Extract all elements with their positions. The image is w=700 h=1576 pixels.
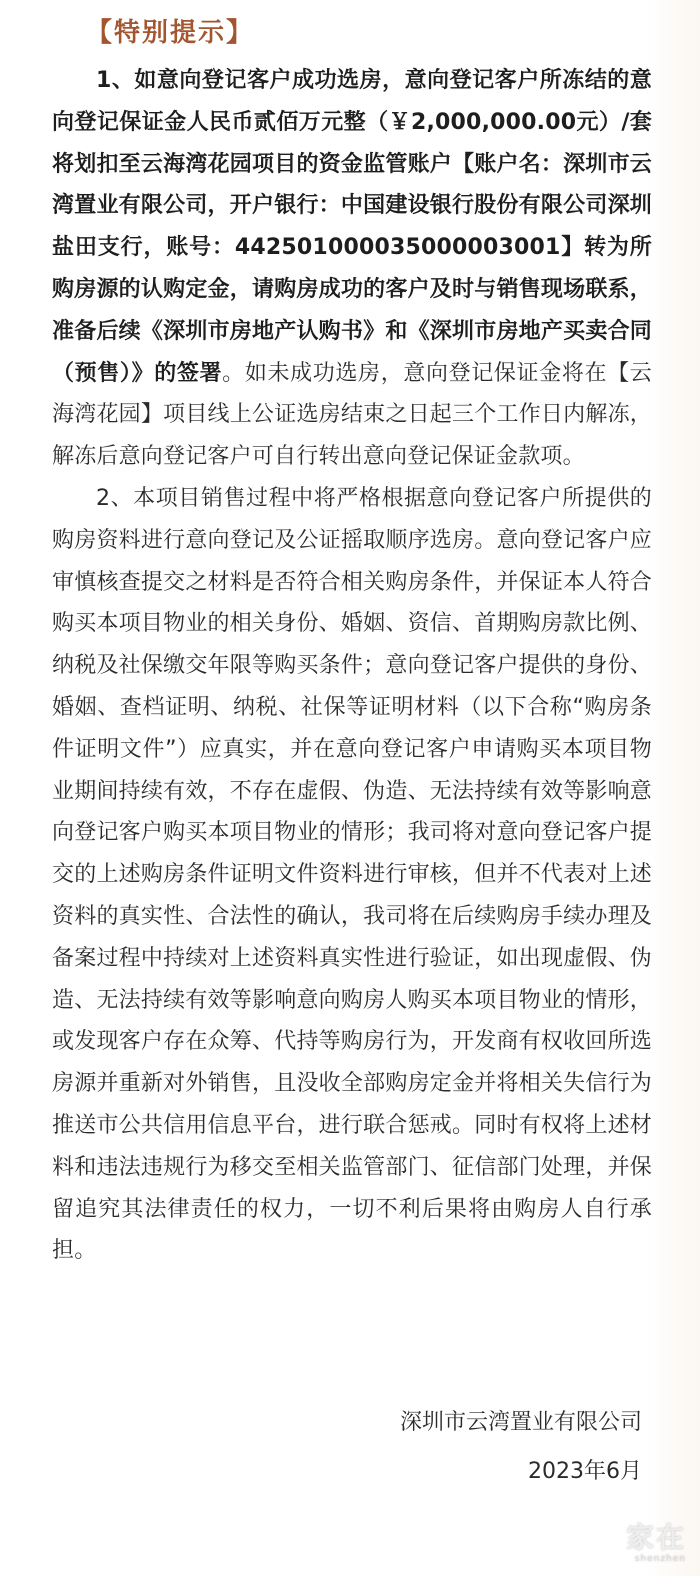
watermark-logo	[594, 1514, 690, 1566]
paragraph-2: 2、本项目销售过程中将严格根据意向登记客户所提供的购房资料进行意向登记及公证摇取顺序选房。意向登记客户应审慎核查提交之材料是否符合相关购房条件，并保证本人符合购买本项目物业的相关身份、婚姻、资信、首期购房款比例、纳税及社保缴交年限等购买条件；意向登记客户提供的身份、婚姻、查档证明、纳税、社保等证明材料（以下合称“购房条件证明文件”）应真实，并在意向登记客户申请购买本项目物业期间持续有效，不存在虚假、伪造、无法持续有效等影响意向登记客户购买本项目物业的情形；我司将对意向登记客户提交的上述购房条件证明文件资料进行审核，但并不代表对上述资料的真实性、合法性的确认，我司将在后续购房手续办理及备案过程中持续对上述资料真实性进行验证，如出现虚假、伪造、无法持续有效等影响意向购房人购买本项目物业的情形，或发现客户存在众筹、代持等购房行为，开发商有权收回所选房源并重新对外销售，且没收全部购房定金并将相关失信行为推送市公共信用信息平台，进行联合惩戒。同时有权将上述材料和违法违规行为移交至相关监管部门、征信部门处理，并保留追究其法律责任的权力，一切不利后果将由购房人自行承担。	[52, 485, 652, 1264]
watermark-text: 家在	[625, 1521, 686, 1554]
paragraph-1	[52, 60, 652, 478]
paragraph-1-normal: 。如未成功选房，意向登记保证金将在【云海湾花园】项目线上公证选房结束之日起三个工作日内解冻，解冻后意向登记客户可自行转出意向登记保证金款项。	[52, 360, 652, 470]
watermark-subtext: shenzhen	[634, 1554, 686, 1564]
notice-heading: 【特别提示】	[86, 18, 255, 48]
signature-date: 2023年6月	[528, 1459, 642, 1484]
paragraph-1-bold: 1、如意向登记客户成功选房，意向登记客户所冻结的意向登记保证金人民币贰佰万元整（￥2,000,000.00元）/套将划扣至云海湾花园项目的资金监管账户【账户名：深圳市云湾置业有限公司，开户银行：中国建设银行股份有限公司深圳盐田支行，账号：442501000035000003001】转为所购房源的认购定金，请购房成功的客户及时与销售现场联系，准备后续《深圳市房地产认购书》和《深圳市房地产买卖合同（预售）》的签署	[52, 68, 652, 386]
signature-company: 深圳市云湾置业有限公司	[399, 1410, 642, 1435]
signature-block	[400, 1398, 642, 1496]
notice-body	[52, 60, 652, 1272]
